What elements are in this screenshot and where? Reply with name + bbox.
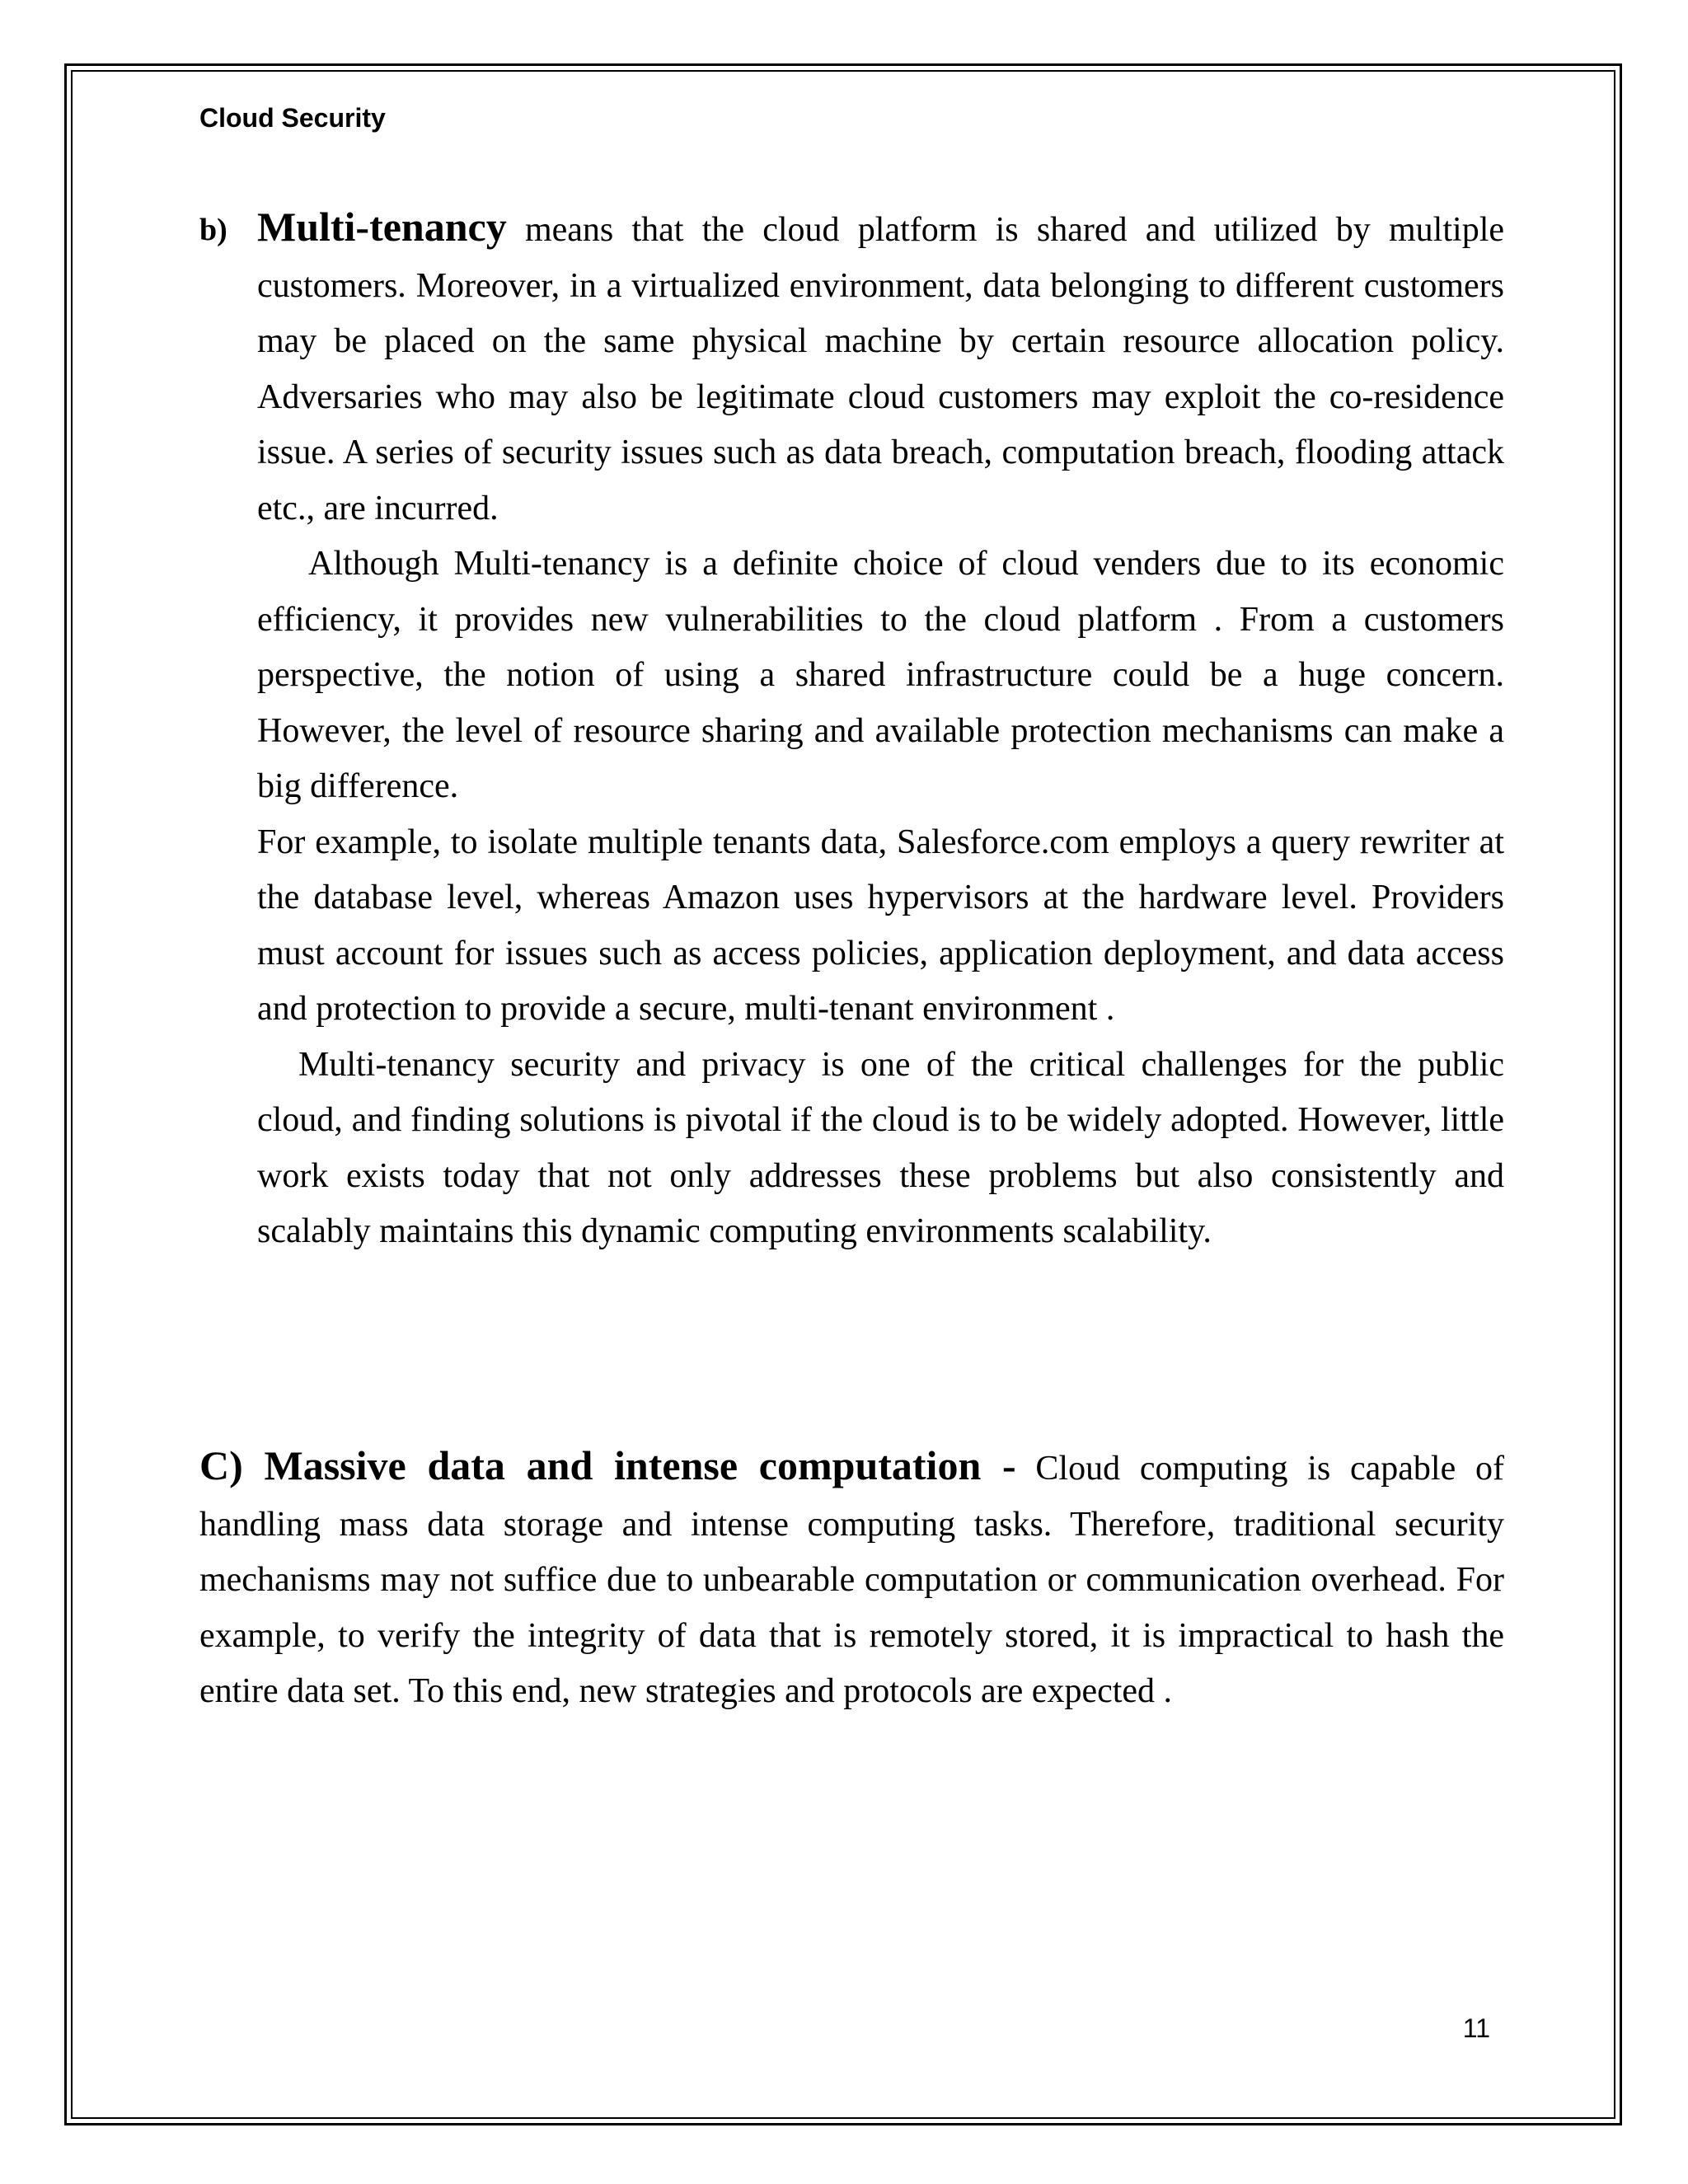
paragraph-example: For example, to isolate multiple tenants data, Salesforce.com employs a query rewriter at the database level, whereas Amazon uses hypervisors at the hardware level. Providers must account for issues such as access policies, application deployment, and data access and protection to provide a secure, multi-tenant environment . xyxy=(257,823,1504,1028)
paragraph-vulnerabilities: Although Multi-tenancy is a definite choice of cloud venders due to its economic efficiency, it provides new vulnerabilities to the cloud platform . From a customers perspective, the notion of using a shared infrastructure could be a huge concern. However, the level of resource sharing and available protection mechanisms can make a big difference. xyxy=(257,545,1504,805)
page-number: 11 xyxy=(1462,2013,1490,2043)
running-header: Cloud Security xyxy=(199,103,386,133)
term-multi-tenancy: Multi-tenancy xyxy=(257,204,507,250)
paragraph-multi-tenancy-intro xyxy=(257,199,1504,537)
paragraph-challenges: Multi-tenancy security and privacy is one of the critical challenges for the public cloud, and finding solutions is pivotal if the cloud is to be widely adopted. However, little work exists today that not only addresses these problems but also consistently and scalably maintains this dynamic computing environments scalability. xyxy=(257,1045,1504,1250)
section-b-content xyxy=(257,199,1504,1260)
intro-text: means that the cloud platform is shared and utilized by multiple customers. Moreover, in a virtualized environment, data belonging to different customers may be placed on the same physical machine by certain resource allocation policy. Adversaries who may also be legitimate cloud customers may exploit the co-residence issue. A series of security issues such as data breach, computation breach, flooding attack etc., are incurred. xyxy=(257,211,1504,527)
section-massive-data xyxy=(199,1438,1504,1720)
section-multi-tenancy xyxy=(199,199,1504,1260)
section-c-body: Cloud computing is capable of handling mass data storage and intense computing tasks. Therefore, traditional security mechanisms may not suffice due to unbearable computation or communication overhead. For example, to verify the integrity of data that is remotely stored, it is impractical to hash the entire data set. To this end, new strategies and protocols are expected . xyxy=(199,1450,1504,1710)
list-marker-b: b) xyxy=(199,213,227,247)
paragraph-massive-data xyxy=(199,1438,1504,1720)
section-c-heading: C) Massive data and intense computation - xyxy=(199,1442,1016,1488)
